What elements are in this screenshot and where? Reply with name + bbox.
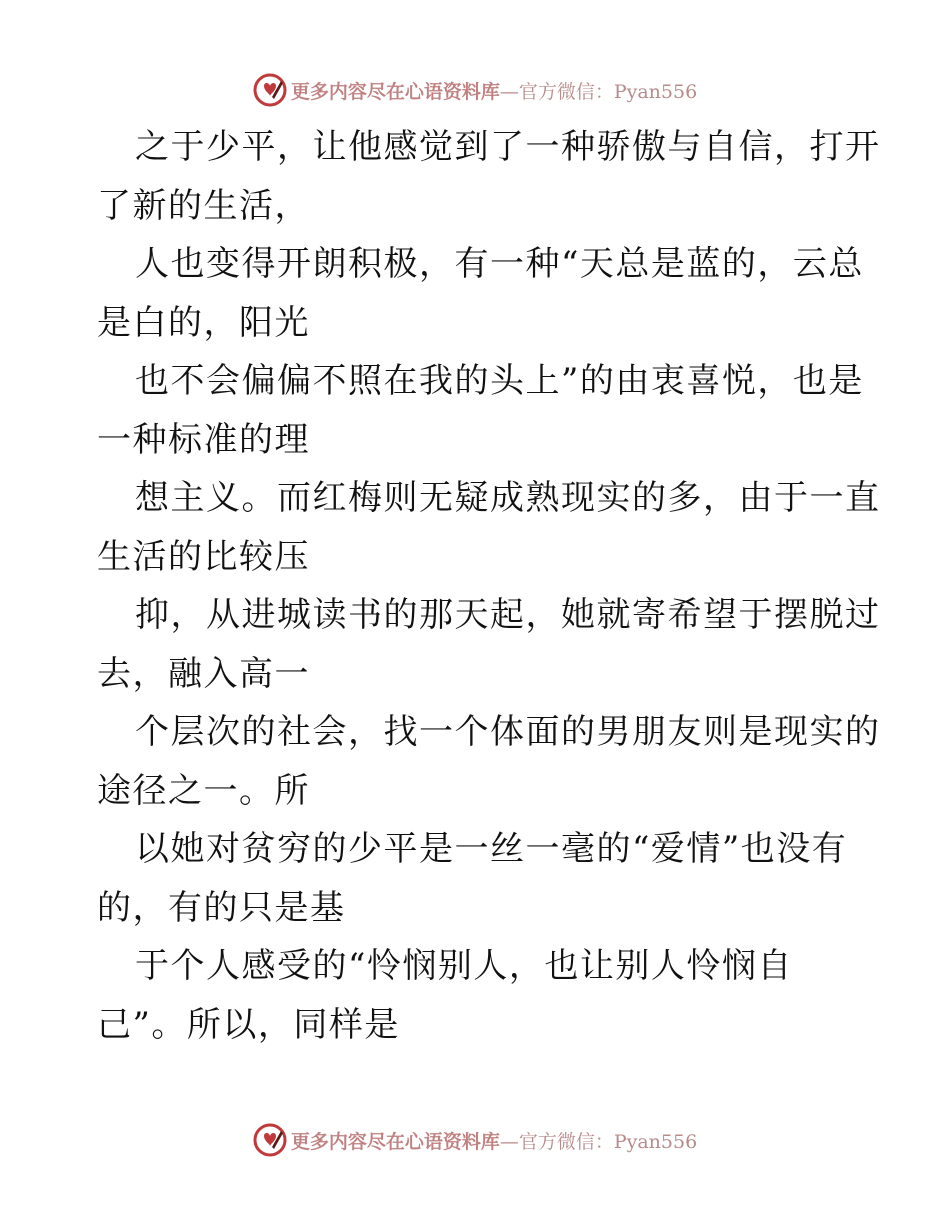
footer-banner-sep: — [499, 1130, 519, 1153]
footer-banner-text [291, 1127, 697, 1154]
body-line-2: 了新的生活， [97, 185, 310, 226]
document-body [97, 118, 881, 1054]
header-banner-tail: 官方微信：Pyan556 [518, 80, 698, 103]
body-line-4: 是白的，阳光 [97, 302, 310, 343]
body-line-7: 想主义。而红梅则无疑成熟现实的多，由于一直 [135, 478, 881, 518]
body-line-14: 的，有的只是基 [97, 887, 346, 928]
body-line-16: 己”。所以，同样是 [97, 1004, 400, 1045]
body-line-15: 于个人感受的“怜悯别人，也让别人怜悯自 [135, 946, 793, 986]
body-line-6: 一种标准的理 [97, 419, 310, 460]
footer-banner-tail: 官方微信：Pyan556 [518, 1130, 698, 1153]
body-line-3: 人也变得开朗积极，有一种“天总是蓝的，云总 [135, 244, 864, 284]
body-line-5: 也不会偏偏不照在我的头上”的由衷喜悦，也是 [135, 361, 864, 401]
footer-banner-main: 更多内容尽在心语资料库 [290, 1130, 500, 1153]
body-line-8: 生活的比较压 [97, 536, 310, 577]
header-banner [0, 70, 950, 110]
body-line-10: 去，融入高一 [97, 653, 310, 694]
heart-pen-logo-icon [253, 1123, 287, 1157]
header-banner-main: 更多内容尽在心语资料库 [290, 80, 500, 103]
header-banner-sep: — [499, 80, 519, 103]
heart-pen-logo-icon [253, 73, 287, 107]
body-line-12: 途径之一。所 [97, 770, 310, 811]
footer-banner [0, 1120, 950, 1160]
body-line-1: 之于少平，让他感觉到了一种骄傲与自信，打开 [135, 127, 881, 167]
body-line-13: 以她对贫穷的少平是一丝一毫的“爱情”也没有 [135, 829, 848, 869]
header-banner-text [291, 77, 697, 104]
body-line-11: 个层次的社会，找一个体面的男朋友则是现实的 [135, 712, 881, 752]
body-line-9: 抑，从进城读书的那天起，她就寄希望于摆脱过 [135, 595, 881, 635]
